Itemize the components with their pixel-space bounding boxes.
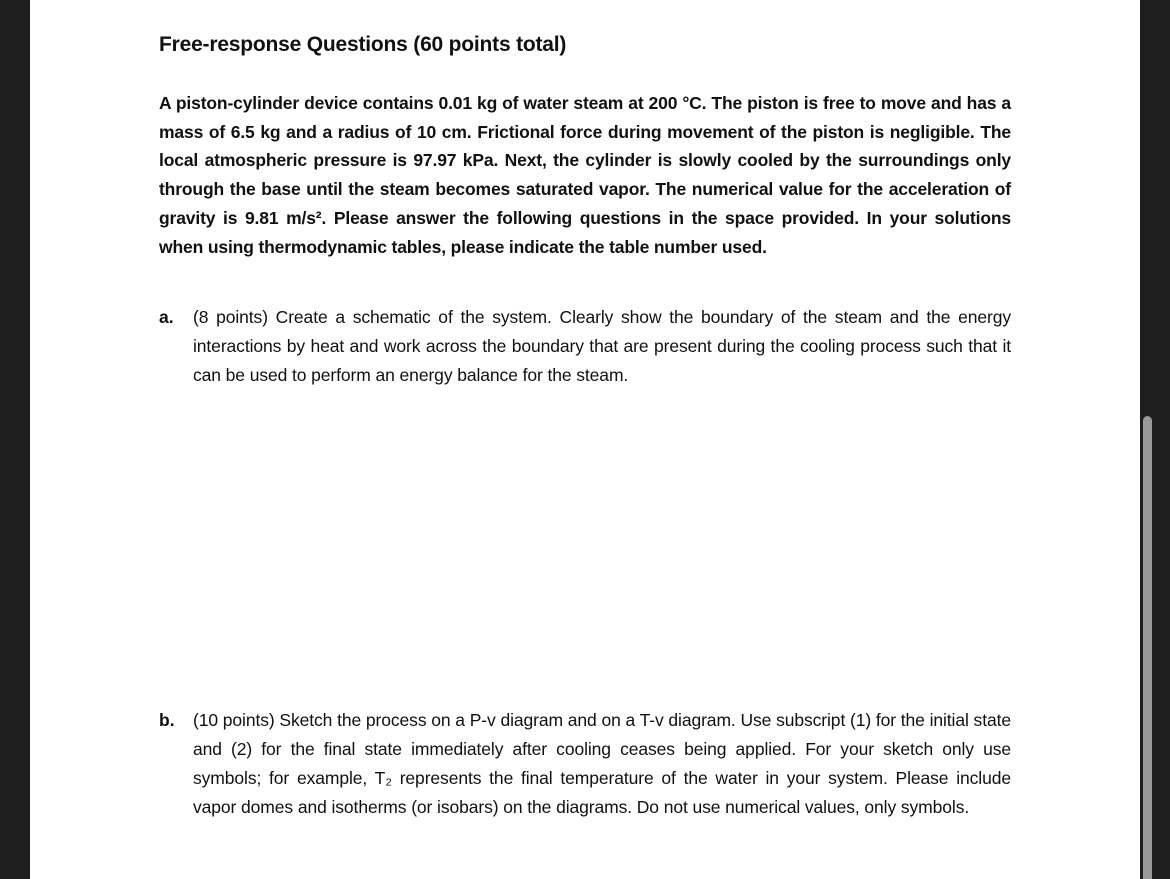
question-a xyxy=(159,303,1011,390)
question-b-text: (10 points) Sketch the process on a P-v diagram and on a T-v diagram. Use subscript (1) for the initial state and (2) for the final state immediately after cooling ceases being applied. For your sketch only use symbols; for example, T₂ represents the final temperature of the water in your system. Please include vapor domes and isotherms (or isobars) on the diagrams. Do not use numerical values, only symbols. xyxy=(193,710,1011,817)
problem-statement: A piston-cylinder device contains 0.01 kg of water steam at 200 °C. The piston is free to move and has a mass of 6.5 kg and a radius of 10 cm. Frictional force during movement of the piston is negligible. The local atmospheric pressure is 97.97 kPa. Next, the cylinder is slowly cooled by the surroundings only through the base until the steam becomes saturated vapor. The numerical value for the acceleration of gravity is 9.81 m/s². Please answer the following questions in the space provided. In your solutions when using thermodynamic tables, please indicate the table number used. xyxy=(159,93,1011,257)
scrollbar-thumb[interactable] xyxy=(1143,416,1152,879)
vertical-scrollbar[interactable] xyxy=(1148,0,1162,879)
question-b-letter: b. xyxy=(159,710,175,730)
question-a-letter: a. xyxy=(159,307,174,327)
section-heading: Free-response Questions (60 points total) xyxy=(159,33,567,56)
question-a-text: (8 points) Create a schematic of the system. Clearly show the boundary of the steam and the energy interactions by heat and work across the boundary that are present during the cooling process such that it can be used to perform an energy balance for the steam. xyxy=(193,307,1011,385)
question-b xyxy=(159,706,1011,822)
document-page xyxy=(30,0,1140,879)
